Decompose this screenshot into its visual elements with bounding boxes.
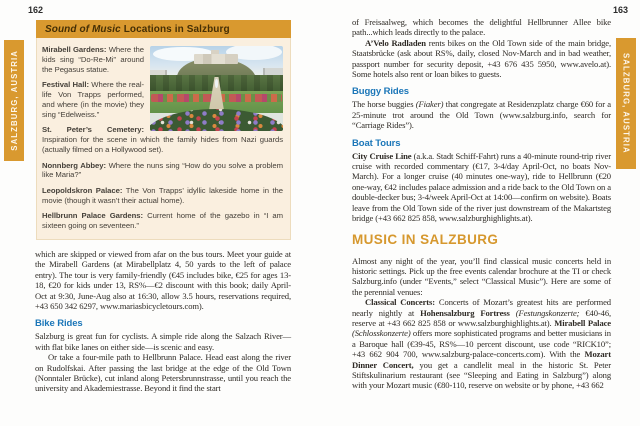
right-page-column <box>352 17 611 391</box>
sidebar-item-nonnberg-abbey: Nonnberg Abbey: Where the nuns sing “How do you solve a problem like Maria?” <box>42 160 283 180</box>
sidebar-item-leopoldskron-palace: Leopoldskron Palace: The Von Trapps’ idyllic lakeside home in the movie (though it wasn’t their actual home). <box>42 185 283 205</box>
sidebar-body <box>36 38 291 240</box>
heading-buggy-rides: Buggy Rides <box>352 86 409 98</box>
side-tab-right-label: SALZBURG, AUSTRIA <box>621 53 631 154</box>
body-paragraph: City Cruise Line (a.k.a. Stadt Schiff-Fahrt) runs a 40-minute round-trip river cruise with recorded commentary (€17, 3-4/day April-Oct, no boats Nov-March). For a longer cruise (40 minutes one-way), ride to Hellbrunn (€20 one-way, €42 includes palace admission and a ride back to the Old Town on a double-decker bus; 3-4/week April-Oct at 14:00—confirm on website). Boats leave from the Old Town side of the river just downstream of the Makartsteg bridge (+43 662 825 858, www.salzburghighlights.at). <box>352 150 611 224</box>
page-number-left: 162 <box>28 5 44 15</box>
body-paragraph: which are skipped or viewed from afar on the bus tours. Meet your guide at the Mirabell Gardens (at Mirabellplatz 4, 50 yards to the left of palace entry). The tour is very family-friendly (€45 includes bike, €25 for ages 13-18, €20 for kids under 13, RS%—€2 discount with this book; daily April-Oct at 9:30, June-Aug also at 16:30, allow 3.5 hours, reservations required, +43 650 342 6297, www.mariasbicycletours.com). <box>35 249 291 312</box>
sidebar-title: Sound of Music Locations in Salzburg <box>36 20 291 38</box>
side-tab-left-label: SALZBURG, AUSTRIA <box>9 50 19 151</box>
body-paragraph: Salzburg is great fun for cyclists. A simple ride along the Salzach River—with flat bike lanes on either side—is scenic and easy. <box>35 331 291 352</box>
left-page-column <box>35 20 291 394</box>
page-number-right: 163 <box>612 5 628 15</box>
body-paragraph: Almost any night of the year, you’ll find classical music concerts held in historic settings. Pick up the free events calendar brochure at the TI or check Salzburg.info (under “Events,” select “Classical Music”). Here are some of the perennial venues: <box>352 255 611 297</box>
sidebar-item-mirabell-gardens: Mirabell Gardens: Where the kids sing “Do-Re-Mi” around the Pegasus statue. <box>42 45 144 74</box>
side-tab-left <box>4 40 24 161</box>
sidebar-item-st-peters-cemetery: St. Peter’s Cemetery: Inspiration for the scene in which the family hides from Nazi guards (actually filmed on a Hollywood set). <box>42 125 283 155</box>
heading-music-in-salzburg: MUSIC IN SALZBURG <box>352 231 499 247</box>
heading-boat-tours: Boat Tours <box>352 137 401 149</box>
sound-of-music-sidebar <box>36 20 291 240</box>
heading-bike-rides: Bike Rides <box>35 318 83 330</box>
photo-hohensalzburg-fortress <box>194 54 238 64</box>
side-tab-right <box>616 38 636 169</box>
mirabell-gardens-photo <box>150 46 283 131</box>
sidebar-item-festival-hall: Festival Hall: Where the real-life Von Trapps performed, and where (in the movie) they sing “Edelweiss.” <box>42 80 144 119</box>
body-paragraph: Or take a four-mile path to Hellbrunn Palace. Head east along the river on Rudolfskai. After passing the last bridge at the edge of the Old Town (Nonntaler Brücke), cut inland along Petersbrunnstrasse, until you reach the university and Akademiestrasse. Beyond it find the start <box>35 352 291 394</box>
sidebar-item-hellbrunn-palace-gardens: Hellbrunn Palace Gardens: Current home of the gazebo in “I am sixteen going on seventeen.” <box>42 211 283 231</box>
body-paragraph: Classical Concerts: Concerts of Mozart’s greatest hits are performed nearly nightly at Hohensalzburg Fortress (Festungskonzerte; €40-46, reserve at +43 662 825 858 or www.salzburghighlights.at). Mirabell Palace (Schlosskonzerte) offers more sophisticated programs and better musicians in a Baroque hall (€39-45, RS%—10 percent discount, use code “RICK10”; +43 662 904 700, www.salzburg-palace-concerts.com). With the Mozart Dinner Concert, you get a candlelit meal in the historic St. Peter Stiftskulinarium restaurant (see “Sleeping and Eating in Salzburg”) along with your Mozart music (€80-110, reserve on website or by phone, +43 662 <box>352 297 612 391</box>
body-paragraph: A’Velo Radladen rents bikes on the Old Town side of the main bridge, Staatsbrücke (ask about RS%, daily, closed Nov-March and in bad weather, passport number for security deposit, +43 676 435 5950, www.avelo.at). Some hotels also rent or loan bikes to guests. <box>352 37 611 80</box>
body-paragraph: of Freisaalweg, which becomes the delightful Hellbrunner Allee bike path...which leads directly to the palace. <box>352 17 611 38</box>
body-paragraph: The horse buggies (Fiaker) that congregate at Residenzplatz charge €60 for a 25-minute trot around the Old Town (www.salzburg.info, search for “Carriage Rides”). <box>352 99 612 131</box>
